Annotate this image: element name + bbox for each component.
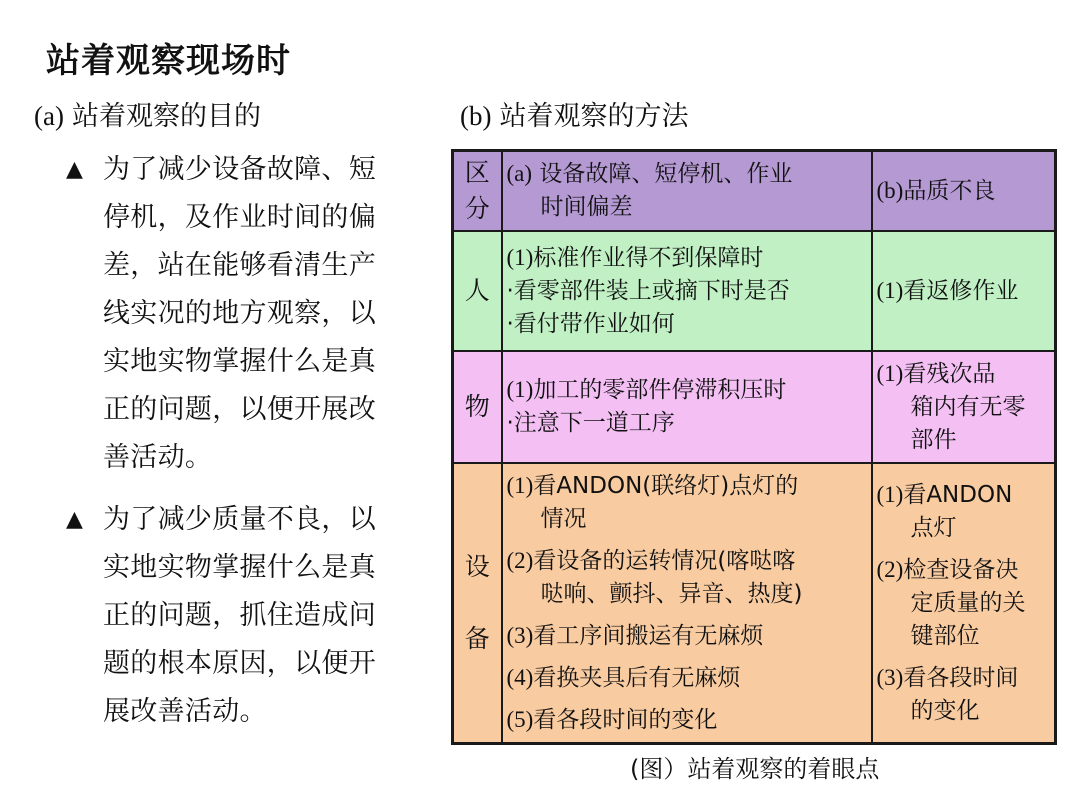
bullet-line: 善活动。 [103, 442, 213, 473]
figure-caption: (图）站着观察的着眼点 [630, 755, 880, 783]
people-col-a: (1)标准作业得不到保障时 ·看零部件装上或摘下时是否 ·看付带作业如何 [502, 231, 872, 351]
bullet-line: 实地实物掌握什么是真 [103, 552, 376, 583]
bullet-line: 为了减少设备故障、短 [103, 154, 376, 185]
header-col-a: (a) 设备故障、短停机、作业 时间偏差 [502, 151, 872, 231]
purpose-bullet-2 [66, 496, 411, 736]
table-row-material [453, 351, 1056, 463]
bullet-line: 线实况的地方观察，以 [103, 298, 376, 329]
bullet-line: 差，站在能够看清生产 [103, 250, 376, 281]
page-title: 站着观察现场时 [46, 41, 291, 81]
method-heading [460, 96, 688, 137]
material-col-a: (1)加工的零部件停滞积压时 ·注意下一道工序 [502, 351, 872, 463]
people-col-b: (1)看返修作业 [872, 231, 1056, 351]
table-header-row [453, 151, 1056, 231]
bullet-line: 正的问题，以便开展改 [103, 394, 376, 425]
equipment-col-a: (1)看ANDON(联络灯)点灯的 情况 (2)看设备的运转情况(喀哒喀 哒响、颤抖、异音、热度) (3)看工序间搬运有无麻烦 (4)看换夹具后有无麻烦 (5)看各段时间的变化 [502, 463, 872, 744]
bullet-line: 正的问题，抓住造成问 [103, 600, 376, 631]
material-col-b: (1)看残次品 箱内有无零 部件 [872, 351, 1056, 463]
table-row-people [453, 231, 1056, 351]
triangle-bullet-icon: ▲ [66, 507, 83, 532]
header-category-cell: 区 分 [453, 151, 502, 231]
bullet-line: 实地实物掌握什么是真 [103, 346, 376, 377]
purpose-heading-tag: (a) [34, 101, 64, 131]
method-heading-text: 站着观察的方法 [499, 101, 689, 132]
bullet-1-text [103, 146, 411, 482]
material-category-cell: 物 [453, 351, 502, 463]
purpose-bullet-1 [66, 146, 411, 482]
purpose-heading [34, 96, 261, 137]
table-row-equipment [453, 463, 1056, 744]
bullet-line: 题的根本原因，以便开 [103, 648, 376, 679]
method-heading-tag: (b) [460, 101, 492, 131]
bullet-line: 展改善活动。 [103, 696, 267, 727]
triangle-bullet-icon: ▲ [66, 157, 83, 182]
equipment-col-b: (1)看ANDON 点灯 (2)检查设备决 定质量的关 键部位 (3)看各段时间 的变化 [872, 463, 1056, 744]
purpose-heading-text: 站着观察的目的 [71, 101, 261, 132]
observation-table [451, 149, 1057, 745]
header-col-b: (b)品质不良 [872, 151, 1056, 231]
equipment-category-cell: 设 备 [453, 463, 502, 744]
bullet-2-text [103, 496, 411, 736]
bullet-line: 为了减少质量不良，以 [103, 504, 376, 535]
bullet-line: 停机，及作业时间的偏 [103, 202, 376, 233]
people-category-cell: 人 [453, 231, 502, 351]
